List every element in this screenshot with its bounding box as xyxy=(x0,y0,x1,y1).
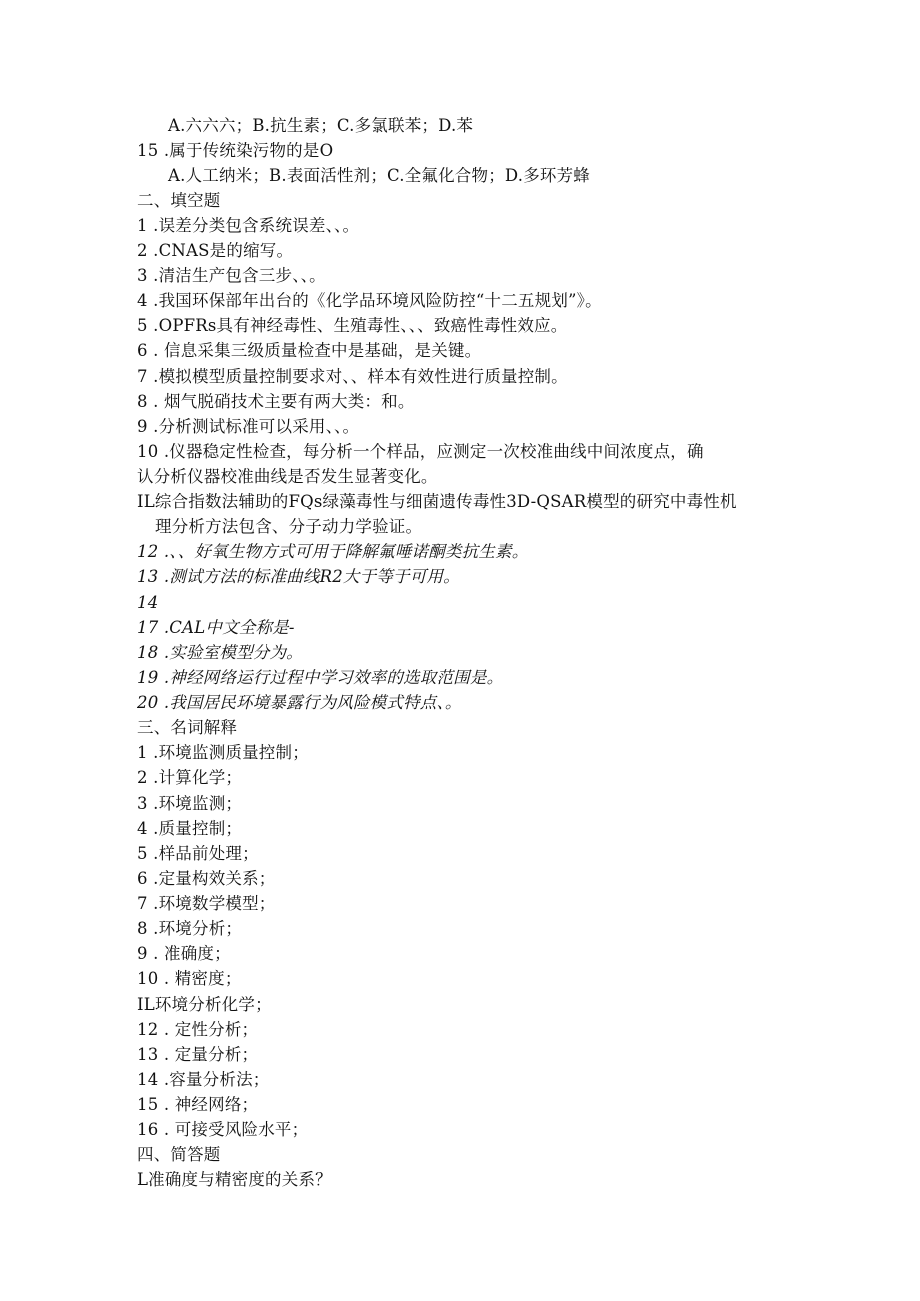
fill-item-13: 13 .测试方法的标准曲线R2大于等于可用。 xyxy=(137,567,460,586)
fill-item-12: 12 .、、好氧生物方式可用于降解氟唾诺酮类抗生素。 xyxy=(137,542,529,561)
term-item-4: 4 .质量控制； xyxy=(137,819,243,838)
fill-item-10-line2: 认分析仪器校准曲线是否发生显著变化。 xyxy=(137,467,438,486)
term-item-11: IL环境分析化学； xyxy=(137,995,272,1014)
term-item-15: 15 . 神经网络； xyxy=(137,1095,259,1114)
term-item-12: 12 . 定性分析； xyxy=(137,1020,259,1039)
fill-item-14: 14 xyxy=(137,593,159,612)
fill-item-9: 9 .分析测试标准可以采用、、。 xyxy=(137,417,360,436)
section-term-definitions: 三、名词解释 xyxy=(137,718,238,737)
term-item-13: 13 . 定量分析； xyxy=(137,1045,259,1064)
term-item-3: 3 .环境监测； xyxy=(137,794,243,813)
section-short-answer: 四、简答题 xyxy=(137,1145,221,1164)
term-item-9: 9 . 准确度； xyxy=(137,944,231,963)
fill-item-11-line2: 理分析方法包含、分子动力学验证。 xyxy=(155,517,423,536)
fill-item-5: 5 .OPFRs具有神经毒性、生殖毒性、、、致癌性毒性效应。 xyxy=(137,316,568,335)
fill-item-17: 17 .CAL中文全称是- xyxy=(137,618,295,637)
term-item-16: 16 . 可接受风险水平； xyxy=(137,1120,309,1139)
short-answer-item-1: L准确度与精密度的关系？ xyxy=(137,1170,332,1189)
term-item-2: 2 .计算化学； xyxy=(137,768,243,787)
fill-item-18: 18 .实验室模型分为。 xyxy=(137,643,303,662)
fill-item-8: 8 . 烟气脱硝技术主要有两大类：和。 xyxy=(137,392,415,411)
fill-item-11-line1: IL综合指数法辅助的FQs绿藻毒性与细菌遗传毒性3D-QSAR模型的研究中毒性机 xyxy=(137,492,737,511)
fill-item-6: 6 . 信息采集三级质量检查中是基础，是关键。 xyxy=(137,341,482,360)
term-item-10: 10 . 精密度； xyxy=(137,969,242,988)
term-item-6: 6 .定量构效关系； xyxy=(137,869,276,888)
q14-options: A.六六六；B.抗生素；C.多氯联苯；D.苯 xyxy=(168,116,474,135)
fill-item-10-line1: 10 .仪器稳定性检查，每分析一个样品，应测定一次校准曲线中间浓度点，确 xyxy=(137,442,704,461)
q15-options: A.人工纳米；B.表面活性剂；C.全氟化合物；D.多环芳蜂 xyxy=(168,166,590,185)
term-item-8: 8 .环境分析； xyxy=(137,919,243,938)
fill-item-20: 20 .我国居民环境暴露行为风险模式特点、。 xyxy=(137,693,462,712)
term-item-7: 7 .环境数学模型； xyxy=(137,894,276,913)
section-fill-in-blank: 二、填空题 xyxy=(137,191,221,210)
fill-item-3: 3 .清洁生产包含三步、、。 xyxy=(137,266,326,285)
fill-item-1: 1 .误差分类包含系统误差、、。 xyxy=(137,216,360,235)
term-item-5: 5 .样品前处理； xyxy=(137,844,259,863)
fill-item-7: 7 .模拟模型质量控制要求对、、样本有效性进行质量控制。 xyxy=(137,367,568,386)
q15-question: 15 .属于传统染污物的是O xyxy=(137,141,334,160)
fill-item-2: 2 .CNAS是的缩写。 xyxy=(137,241,294,260)
fill-item-4: 4 .我国环保部年出台的《化学品环境风险防控“十二五规划”》。 xyxy=(137,291,602,310)
term-item-14: 14 .容量分析法； xyxy=(137,1070,270,1089)
fill-item-19: 19 .神经网络运行过程中学习效率的选取范围是。 xyxy=(137,668,504,687)
term-item-1: 1 .环境监测质量控制； xyxy=(137,743,309,762)
